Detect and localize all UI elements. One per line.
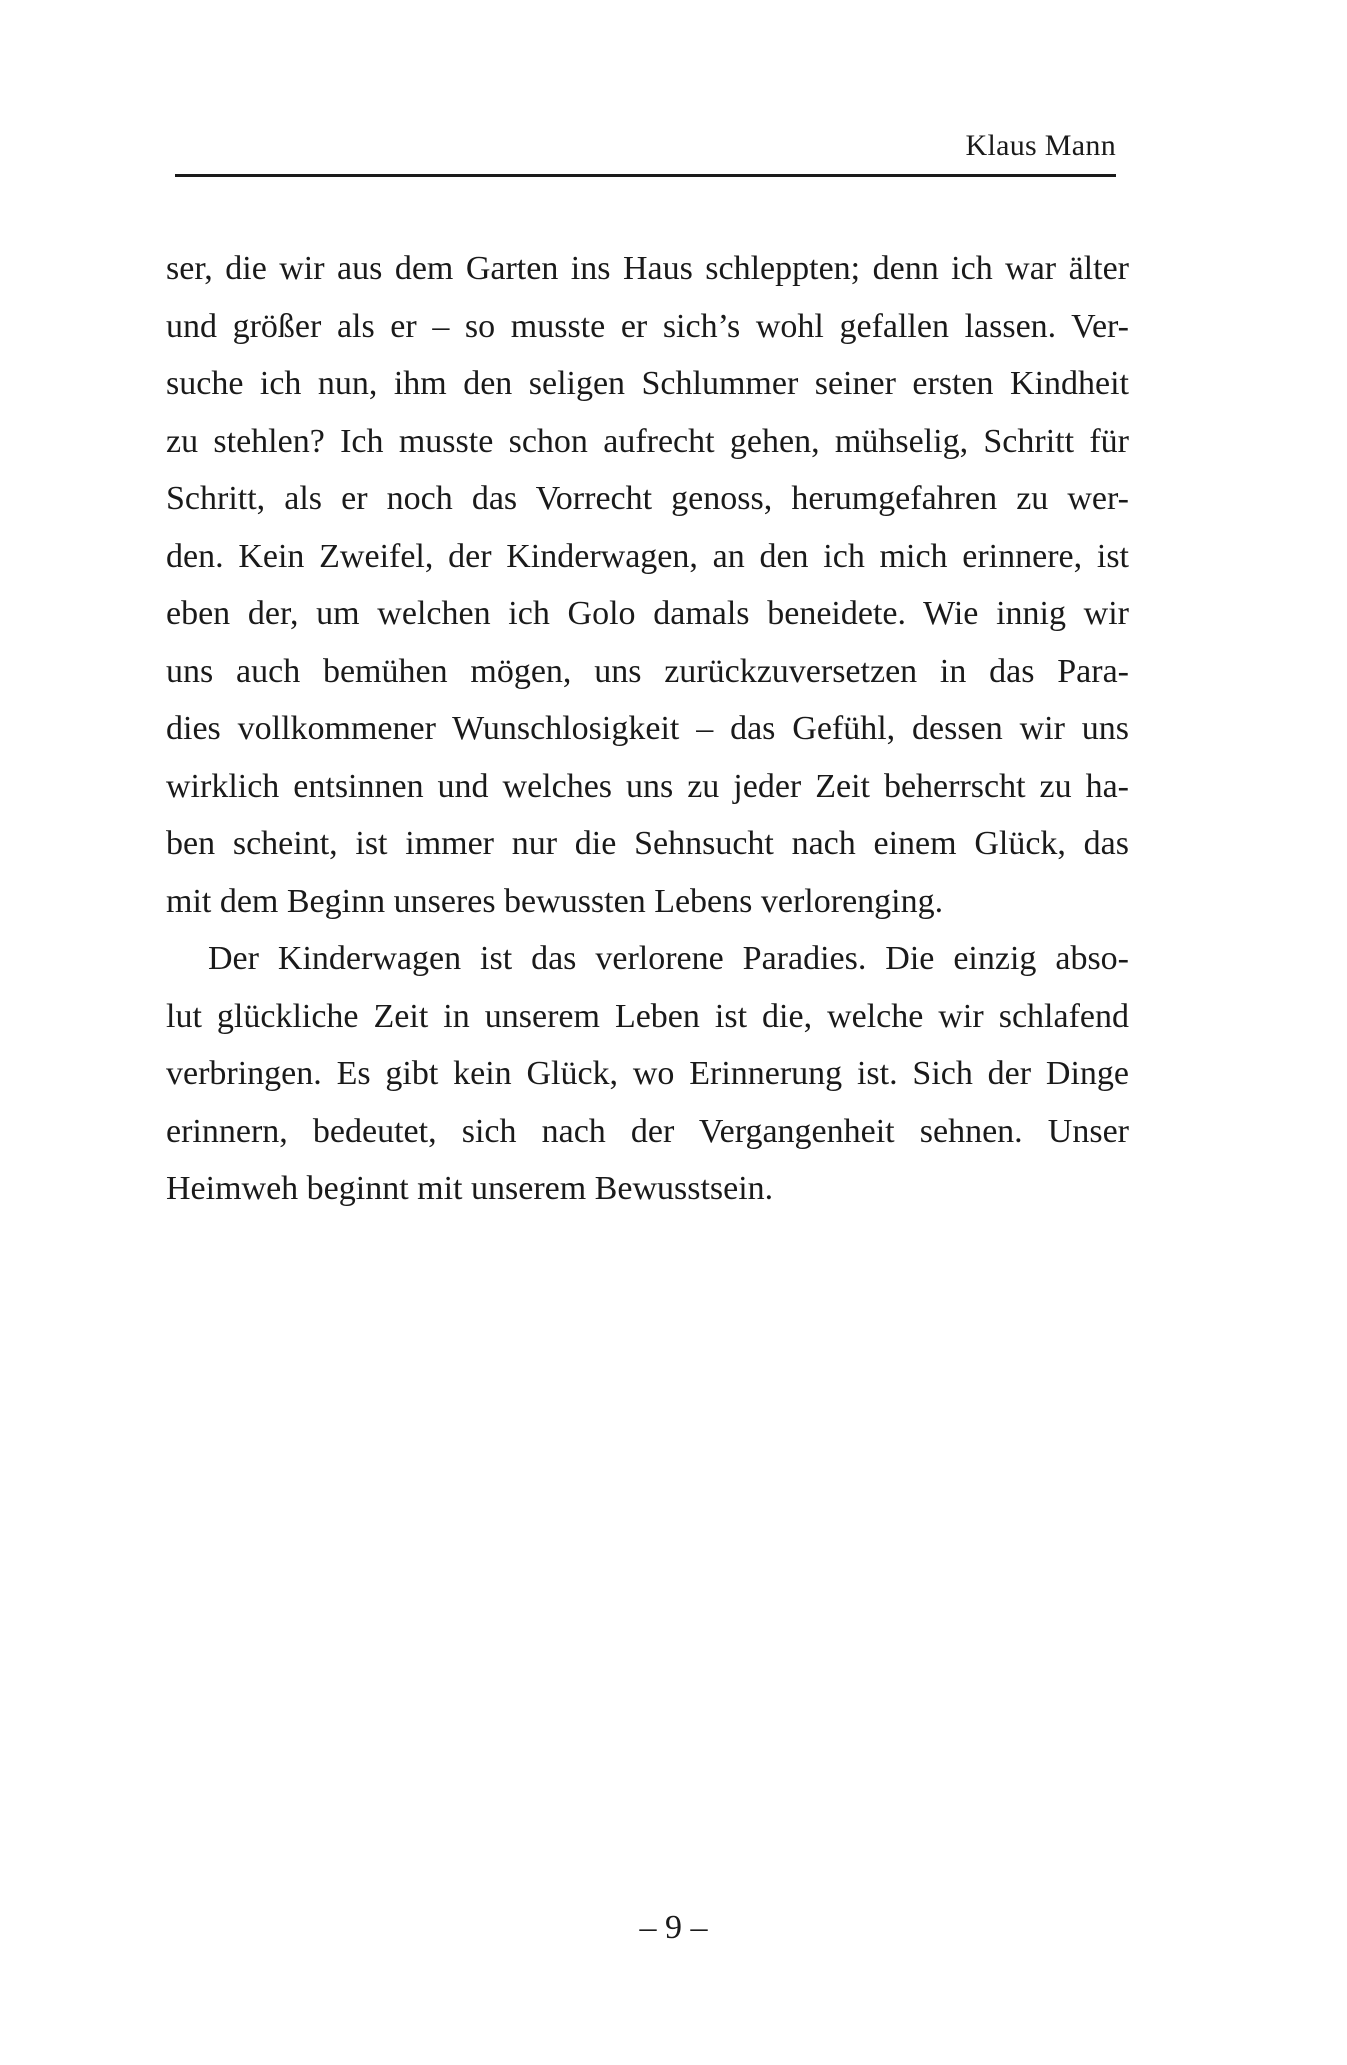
header-author: Klaus Mann [965, 129, 1116, 162]
running-header [175, 128, 1116, 177]
text-line: eben der, um welchen ich Golo damals beneidete. Wie innig wir [166, 595, 1129, 632]
text-line: den. Kein Zweifel, der Kinderwagen, an den ich mich erinnere, ist [166, 537, 1129, 575]
text-line: uns auch bemühen mögen, uns zurückzuversetzen in das Para- [166, 652, 1129, 690]
paragraph-1 [166, 240, 1129, 930]
page-number: – 9 – [639, 1909, 708, 1946]
text-line: zu stehlen? Ich musste schon aufrecht gehen, mühselig, Schritt für [166, 422, 1129, 460]
text-line: Heimweh beginnt mit unserem Bewusstsein. [166, 1170, 774, 1207]
text-line: ser, die wir aus dem Garten ins Haus schleppten; denn ich war älter [166, 250, 1129, 287]
text-line: verbringen. Es gibt kein Glück, wo Erinnerung ist. Sich der Dinge [166, 1055, 1129, 1092]
text-line: Schritt, als er noch das Vorrecht genoss, herumgefahren zu wer- [166, 480, 1129, 517]
text-line: Der Kinderwagen ist das verlorene Paradies. Die einzig abso- [208, 940, 1129, 977]
text-line: dies vollkommener Wunschlosigkeit – das Gefühl, dessen wir uns [166, 710, 1129, 747]
text-line: ben scheint, ist immer nur die Sehnsucht nach einem Glück, das [166, 825, 1129, 862]
text-line: suche ich nun, ihm den seligen Schlummer seiner ersten Kindheit [166, 365, 1129, 402]
text-line: erinnern, bedeutet, sich nach der Vergangenheit sehnen. Unser [166, 1112, 1129, 1150]
text-line: lut glückliche Zeit in unserem Leben ist die, welche wir schlafend [166, 997, 1129, 1035]
body-text [166, 240, 1129, 1218]
text-line: wirklich entsinnen und welches uns zu jeder Zeit beherrscht zu ha- [166, 767, 1129, 805]
paragraph-2 [166, 930, 1129, 1218]
text-line: und größer als er – so musste er sich’s wohl gefallen lassen. Ver- [166, 307, 1129, 345]
text-line: mit dem Beginn unseres bewussten Lebens verlorenging. [166, 882, 944, 920]
